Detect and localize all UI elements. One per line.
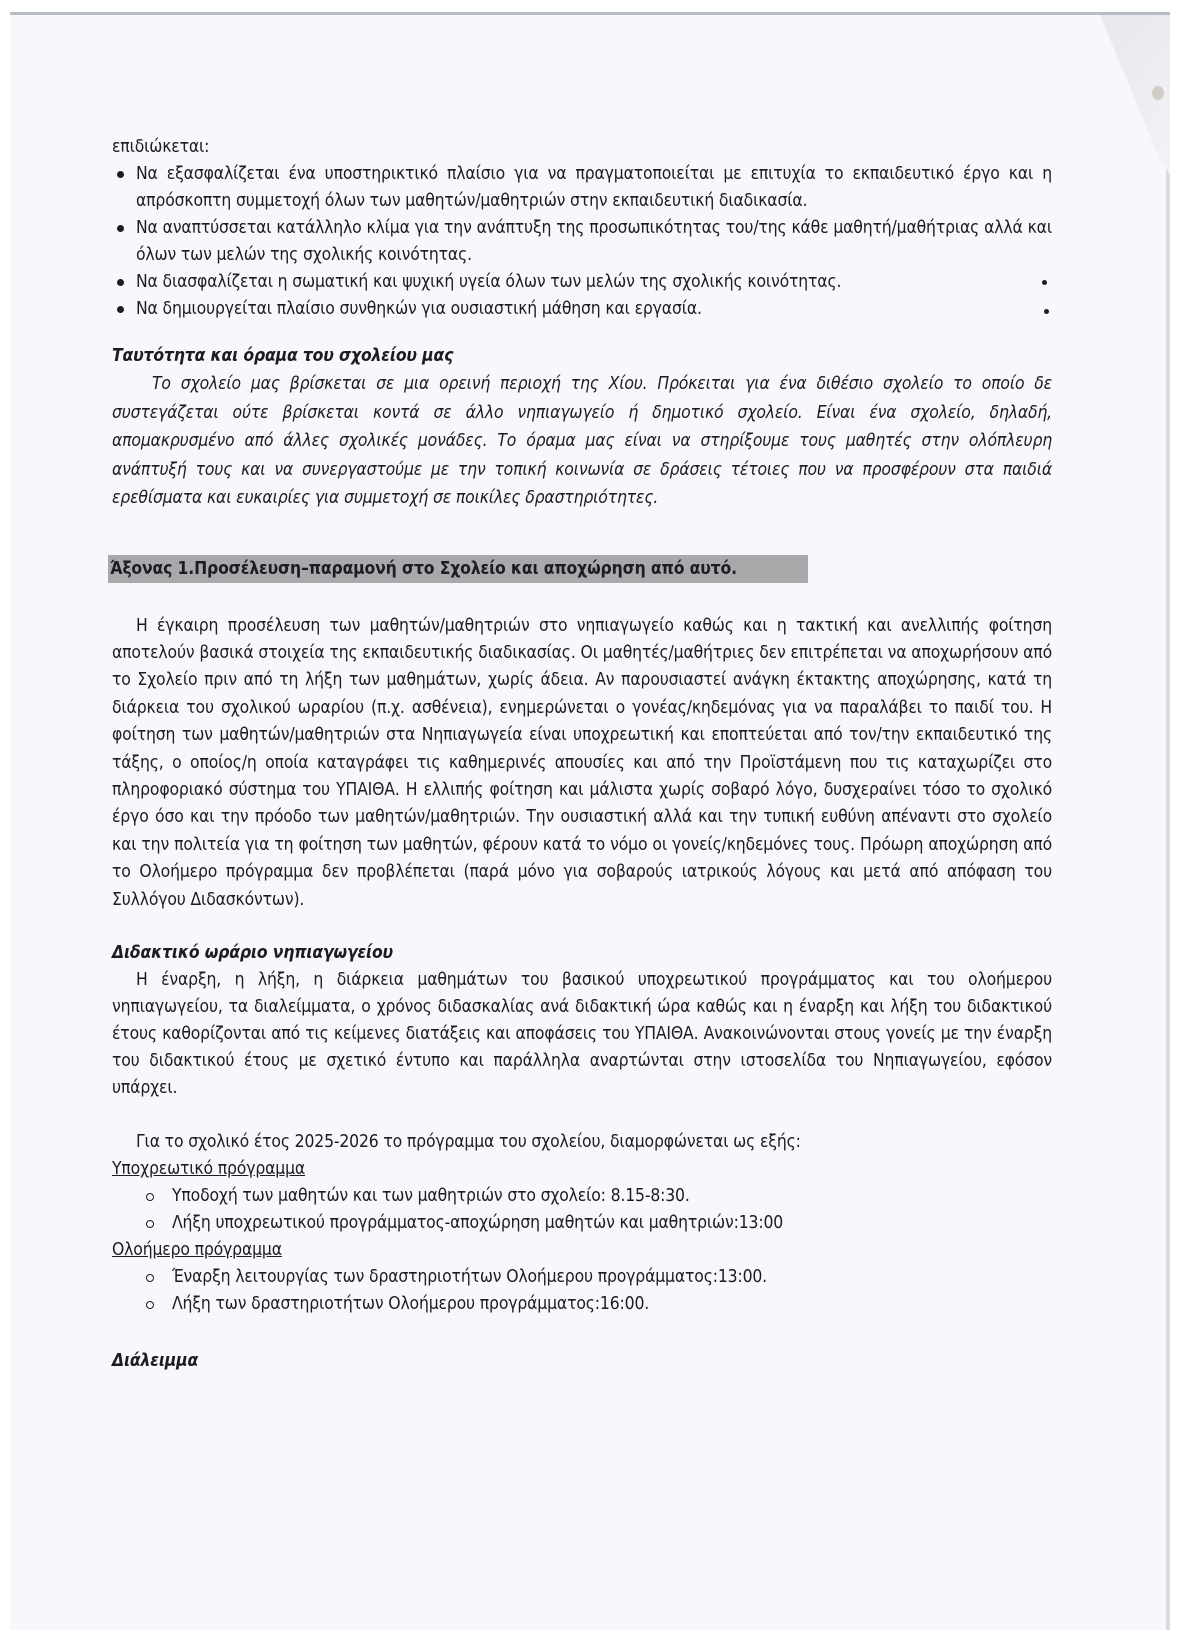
circle-bullet-icon bbox=[146, 1274, 154, 1282]
circle-bullet-icon bbox=[146, 1193, 154, 1201]
staple-mark bbox=[1152, 86, 1164, 100]
break-heading: Διάλειμμα bbox=[112, 1350, 199, 1371]
bullet-icon bbox=[117, 171, 124, 178]
bullet-icon bbox=[117, 279, 124, 286]
school-year-intro: Για το σχολικό έτος 2025-2026 το πρόγραμμα του σχολείου, διαμορφώνεται ως εξής: bbox=[136, 1131, 801, 1152]
schedule-item: Έναρξη λειτουργίας των δραστηριοτήτων Ολοήμερου προγράμματος:13:00. bbox=[146, 1264, 1052, 1291]
identity-paragraph: Το σχολείο μας βρίσκεται σε μια ορεινή περιοχή της Χίου. Πρόκειται για ένα διθέσιο σχολείο το οποίο δε συστεγάζεται ούτε βρίσκεται κοντά σε άλλο νηπιαγωγείο ή δημοτικό σχολείο. Είναι ένα σχολείο, δηλαδή, απομακρυσμένο από άλλες σχολικές μονάδες. Το όραμα μας είναι να στηρίξουμε τους μαθητές στην ολόπλευρη ανάπτυξή τους και να συνεργαστούμε με την τοπική κοινωνία σε δράσεις τέτοιες που να προσφέρουν στα παιδιά ερεθίσματα και ευκαιρίες για συμμετοχή σε ποικίλες δραστηριότητες. bbox=[112, 374, 1052, 508]
schedule-item: Λήξη υποχρεωτικού προγράμματος-αποχώρηση μαθητών και μαθητριών:13:00 bbox=[146, 1210, 1052, 1237]
goals-list bbox=[112, 161, 1052, 323]
circle-bullet-icon bbox=[146, 1220, 154, 1228]
bullet-icon bbox=[117, 225, 124, 232]
bullet-icon bbox=[117, 306, 124, 313]
page-edge bbox=[1166, 15, 1170, 1630]
goal-item: Να διασφαλίζεται η σωματική και ψυχική υγεία όλων των μελών της σχολικής κοινότητας. bbox=[112, 269, 1052, 296]
document-body bbox=[112, 134, 1052, 1375]
axis-1-heading: Άξονας 1.Προσέλευση–παραμονή στο Σχολείο και αποχώρηση από αυτό. bbox=[108, 555, 808, 583]
goals-intro: επιδιώκεται: bbox=[112, 137, 210, 157]
scan-speck bbox=[1044, 309, 1049, 314]
goal-item: Να εξασφαλίζεται ένα υποστηρικτικό πλαίσιο για να πραγματοποιείται με επιτυχία το εκπαιδευτικό έργο και η απρόσκοπτη συμμετοχή όλων των μαθητών/μαθητριών στην εκπαιδευτική διαδικασία. bbox=[112, 161, 1052, 215]
goal-item: Να δημιουργείται πλαίσιο συνθηκών για ουσιαστική μάθηση και εργασία. bbox=[112, 296, 1052, 323]
all-day-program-title: Ολοήμερο πρόγραμμα bbox=[112, 1239, 282, 1260]
scan-speck bbox=[1042, 280, 1047, 285]
all-day-program-list bbox=[112, 1264, 1052, 1318]
identity-heading: Ταυτότητα και όραμα του σχολείου μας bbox=[112, 346, 454, 366]
axis-1-paragraph: Η έγκαιρη προσέλευση των μαθητών/μαθητριών στο νηπιαγωγείο καθώς και η τακτική και ανελλιπής φοίτηση αποτελούν βασικά στοιχεία της εκπαιδευτικής διαδικασίας. Οι μαθητές/μαθήτριες δεν επιτρέπεται να αποχωρήσουν από το Σχολείο πριν από τη λήξη των μαθημάτων, χωρίς άδεια. Αν παρουσιαστεί ανάγκη έκτακτης αποχώρησης, κατά τη διάρκεια του σχολικού ωραρίου (π.χ. ασθένεια), ενημερώνεται ο γονέας/κηδεμόνας για να παραλάβει το παιδί του. Η φοίτηση των μαθητών/μαθητριών στα Νηπιαγωγεία είναι υποχρεωτική και εποπτεύεται από τον/την εκπαιδευτικό της τάξης, ο οποίος/η οποία καταγράφει τις καθημερινές απουσίες και από την Προϊστάμενη που τις καταχωρίζει στο πληροφοριακό σύστημα του ΥΠΑΙΘΑ. Η ελλιπής φοίτηση και μάλιστα χωρίς σοβαρό λόγο, δυσχεραίνει τόσο το σχολικό έργο όσο και την πρόοδο των μαθητών/μαθητριών. Την ουσιαστική αλλά και την τυπική ευθύνη απέναντι στο σχολείο και την πολιτεία για τη φοίτηση των μαθητών, φέρουν κατά το νόμο οι γονείς/κηδεμόνες τους. Πρόωρη αποχώρηση από το Ολοήμερο πρόγραμμα δεν προβλέπεται (παρά μόνο για σοβαρούς ιατρικούς λόγους και μετά από απόφαση του Συλλόγου Διδασκόντων). bbox=[112, 615, 1052, 910]
mandatory-program-list bbox=[112, 1183, 1052, 1237]
schedule-item: Λήξη των δραστηριοτήτων Ολοήμερου προγράμματος:16:00. bbox=[146, 1291, 1052, 1318]
schedule-paragraph: Η έναρξη, η λήξη, η διάρκεια μαθημάτων του βασικού υποχρεωτικού προγράμματος και του ολοήμερου νηπιαγωγείου, τα διαλείμματα, ο χρόνος διδασκαλίας ανά διδακτική ώρα καθώς και η έναρξη και λήξη του διδακτικού έτους καθορίζονται από τις κείμενες διατάξεις και αποφάσεις του ΥΠΑΙΘΑ. Ανακοινώνονται στους γονείς με την έναρξη του διδακτικού έτους με σχετικό έντυπο και παράλληλα αναρτώνται στην ιστοσελίδα του Νηπιαγωγείου, εφόσον υπάρχει. bbox=[112, 969, 1052, 1098]
mandatory-program-title: Υποχρεωτικό πρόγραμμα bbox=[112, 1158, 306, 1179]
schedule-heading: Διδακτικό ωράριο νηπιαγωγείου bbox=[112, 942, 393, 963]
goal-item: Να αναπτύσσεται κατάλληλο κλίμα για την ανάπτυξη της προσωπικότητας του/της κάθε μαθητή/μαθήτριας αλλά και όλων των μελών της σχολικής κοινότητας. bbox=[112, 215, 1052, 269]
schedule-item: Υποδοχή των μαθητών και των μαθητριών στο σχολείο: 8.15-8:30. bbox=[146, 1183, 1052, 1210]
circle-bullet-icon bbox=[146, 1301, 154, 1309]
